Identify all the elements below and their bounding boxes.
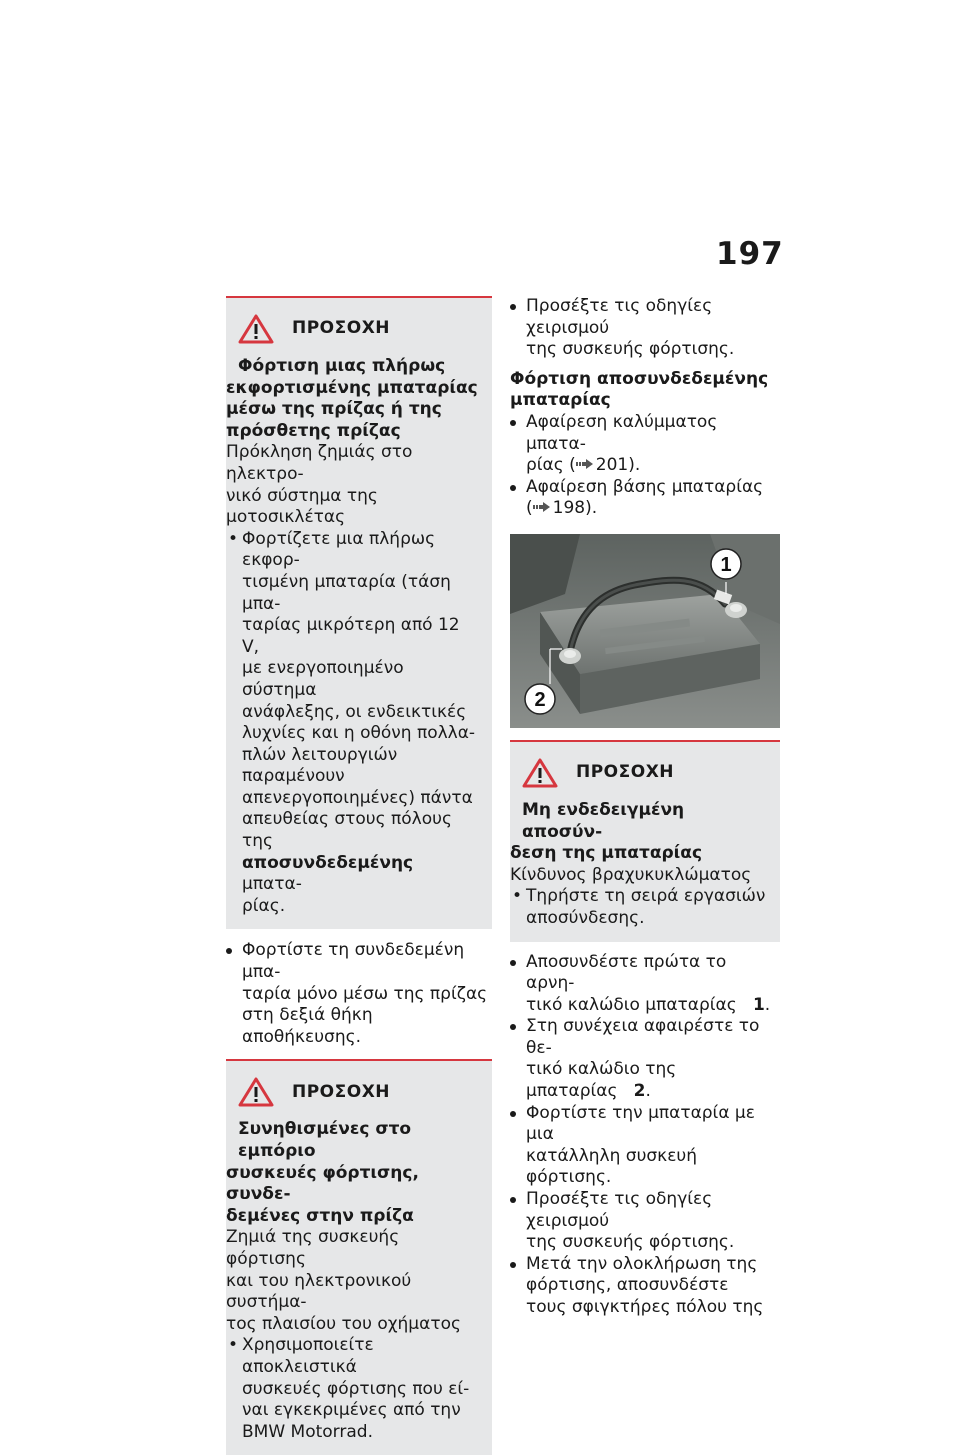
step-after-charging: Μετά την ολοκλήρωση της	[510, 1254, 780, 1276]
text-fragment: (	[526, 498, 533, 519]
step-remove-base: Αφαίρεση βάσης μπαταρίας	[510, 477, 780, 499]
warning-consequence-line: Κίνδυνος βραχυκυκλώματος	[510, 864, 752, 885]
step-observe-charger-instructions: Προσέξτε τις οδηγίες χειρισμού	[510, 1189, 780, 1232]
step-remove-positive: Στη συνέχεια αφαιρέστε το θε-	[510, 1016, 780, 1059]
page-reference[interactable]: 198).	[552, 498, 598, 519]
item-ref-2: 2	[633, 1081, 646, 1102]
left-column	[226, 296, 492, 1455]
item-ref-1: 1	[752, 994, 765, 1015]
warning-box-chargers	[226, 1059, 492, 1455]
warning-consequence-line: τος πλαισίου του οχήματος	[226, 1313, 461, 1334]
step-charge-via-socket: Φορτίστε τη συνδεδεμένη μπα-	[226, 940, 492, 983]
section-heading-line: μπαταρίας	[510, 390, 611, 411]
text-fragment: τικό καλώδιο της μπαταρίας	[526, 1059, 677, 1102]
warning-instruction-line: BMW Motorrad.	[242, 1421, 373, 1442]
warning-box-disconnection	[510, 740, 780, 942]
warning-instruction-line: • Χρησιμοποιείτε αποκλειστικά	[226, 1335, 478, 1378]
warning-subtitle-line: συσκευές φόρτισης, συνδε-	[226, 1162, 419, 1205]
warning-consequence-line: νικό σύστημα της μοτοσικλέτας	[226, 485, 378, 528]
step-line: τικό καλώδιο της μπαταρίας 2.	[526, 1059, 677, 1102]
step-line	[510, 498, 780, 520]
step-line: φόρτισης, αποσυνδέστε	[526, 1275, 729, 1296]
warning-instruction-line: • Φορτίζετε μια πλήρως εκφορ-	[226, 529, 478, 572]
step-line: κατάλληλη συσκευή φόρτισης.	[526, 1145, 698, 1188]
step-line: ταρία μόνο μέσω της πρίζας	[242, 983, 488, 1004]
warning-instruction-line: ναι εγκεκριμένες από την	[242, 1400, 461, 1421]
battery-photo	[510, 534, 780, 728]
text-fragment: τικό καλώδιο μπαταρίας	[526, 994, 737, 1015]
battery-terminals-illustration	[510, 534, 780, 728]
warning-consequence-line: Ζημιά της συσκευής φόρτισης	[226, 1227, 400, 1269]
page-reference-arrow-icon	[533, 501, 551, 513]
page-reference[interactable]: 201).	[595, 455, 641, 476]
warning-subtitle-line: δεμένες στην πρίζα	[226, 1205, 414, 1226]
warning-triangle-icon	[522, 758, 558, 788]
warning-subtitle-line: πρόσθετης πρίζας	[226, 420, 401, 441]
warning-consequence-line: και του ηλεκτρονικού συστήμα-	[226, 1270, 412, 1313]
warning-instruction-line: με ενεργοποιημένο σύστημα	[242, 658, 404, 700]
warning-subtitle-line: δεση της μπαταρίας	[510, 843, 703, 864]
warning-title: ΠΡΟΣΟΧΗ	[292, 318, 391, 339]
warning-title: ΠΡΟΣΟΧΗ	[576, 762, 675, 783]
warning-instruction-line: συσκευές φόρτισης που εί-	[242, 1378, 470, 1399]
warning-consequence-line: Πρόκληση ζημιάς στο ηλεκτρο-	[226, 442, 413, 484]
step-observe-instructions: Προσέξτε τις οδηγίες χειρισμού	[510, 296, 780, 339]
section-heading: Φόρτιση αποσυνδεδεμένης	[510, 368, 769, 389]
step-line: τους σφιγκτήρες πόλου της	[526, 1297, 764, 1317]
warning-instruction-line: ανάφλεξης, οι ενδεικτικές	[242, 701, 467, 722]
text-fragment: ρίας (	[526, 455, 576, 476]
warning-subtitle-line: μέσω της πρίζας ή της	[226, 399, 442, 420]
warning-header	[238, 314, 478, 344]
page-reference-arrow-icon	[576, 458, 594, 470]
callout-1: 1	[720, 553, 732, 576]
warning-instruction-line	[226, 853, 478, 896]
step-charge-battery: Φορτίστε την μπαταρία με μια	[510, 1103, 780, 1146]
warning-instruction-line: απενεργοποιημένες) πάντα	[242, 787, 473, 808]
step-line: τικό καλώδιο μπαταρίας 1.	[526, 994, 771, 1015]
warning-instruction-line: αποσύνδεσης.	[526, 907, 645, 928]
instruction-fragment: μπατα-	[242, 874, 302, 895]
callout-2: 2	[534, 688, 546, 711]
warning-subtitle-line: εκφορτισμένης μπαταρίας	[226, 377, 478, 398]
warning-instruction-line: λυχνίες και η οθόνη πολλα-	[242, 723, 476, 744]
step-disconnect-negative: Αποσυνδέστε πρώτα το αρνη-	[510, 952, 780, 995]
step-line	[510, 455, 780, 477]
warning-header	[238, 1077, 478, 1107]
warning-instruction-line: ρίας.	[242, 895, 286, 916]
warning-subtitle-line: Φόρτιση μιας πλήρως	[238, 356, 446, 376]
warning-instruction-line: ταρίας μικρότερη από 12 V,	[242, 615, 460, 657]
warning-instruction-line: πλών λειτουργιών παραμένουν	[242, 744, 398, 787]
right-column	[510, 296, 780, 1319]
warning-instruction-line: απευθείας στους πόλους της	[242, 809, 452, 852]
step-line: στη δεξιά θήκη αποθήκευσης.	[242, 1005, 373, 1047]
warning-title: ΠΡΟΣΟΧΗ	[292, 1081, 391, 1102]
warning-header	[522, 758, 766, 788]
step-remove-cover: Αφαίρεση καλύμματος μπατα-	[510, 412, 780, 455]
step-line: της συσκευής φόρτισης.	[526, 339, 735, 360]
page-number: 197	[716, 236, 784, 272]
warning-subtitle-line: Συνηθισμένες στο εμπόριο	[238, 1119, 412, 1161]
step-line: της συσκευής φόρτισης.	[526, 1232, 735, 1253]
warning-triangle-icon	[238, 314, 274, 344]
warning-subtitle-line: Μη ενδεδειγμένη αποσύν-	[522, 799, 685, 842]
warning-triangle-icon	[238, 1077, 274, 1107]
warning-box-full-discharge	[226, 296, 492, 929]
emphasis-disconnected: αποσυνδεδεμένης	[242, 852, 414, 873]
warning-instruction-line: τισμένη μπαταρία (τάση μπα-	[242, 571, 451, 614]
warning-instruction-line: • Τηρήστε τη σειρά εργασιών	[510, 886, 766, 908]
